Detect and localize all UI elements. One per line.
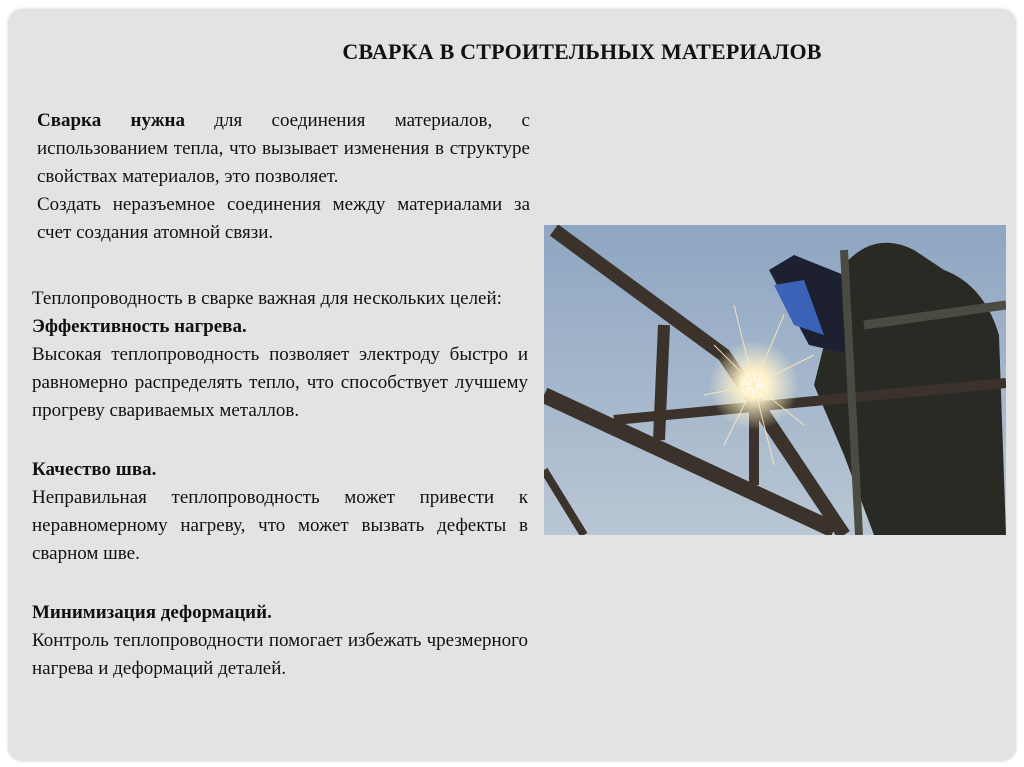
section-body: Высокая теплопроводность позволяет электроду быстро и равномерно распределять тепло, что способствует лучшему прогреву свариваемых металлов.: [32, 344, 528, 421]
slide-title: СВАРКА В СТРОИТЕЛЬНЫХ МАТЕРИАЛОВ: [342, 39, 822, 64]
welder-photo: [544, 225, 1006, 535]
section-body: Контроль теплопроводности помогает избежать чрезмерного нагрева и деформаций деталей.: [32, 630, 528, 679]
intro-text-2: Создать неразъемное соединения между материалами за счет создания атомной связи.: [37, 194, 530, 243]
section-heading: Эффективность нагрева.: [32, 316, 247, 337]
section-heading: Качество шва.: [32, 459, 157, 480]
intro-paragraph: [37, 107, 530, 247]
section-body: Неправильная теплопроводность может привести к неравномерному нагреву, что может вызвать дефекты в сварном шве.: [32, 487, 528, 564]
intro-bold: Сварка нужна: [37, 110, 185, 131]
thermal-lead: Теплопроводность в сварке важная для нескольких целей:: [32, 288, 502, 309]
thermal-section: [32, 285, 528, 683]
section-heading: Минимизация деформаций.: [32, 602, 272, 623]
slide: [8, 9, 1016, 761]
intro-text: для соединения материалов, с использованием тепла, что вызывает изменения в структуре свойствах материалов, это позволяет.: [37, 110, 530, 187]
